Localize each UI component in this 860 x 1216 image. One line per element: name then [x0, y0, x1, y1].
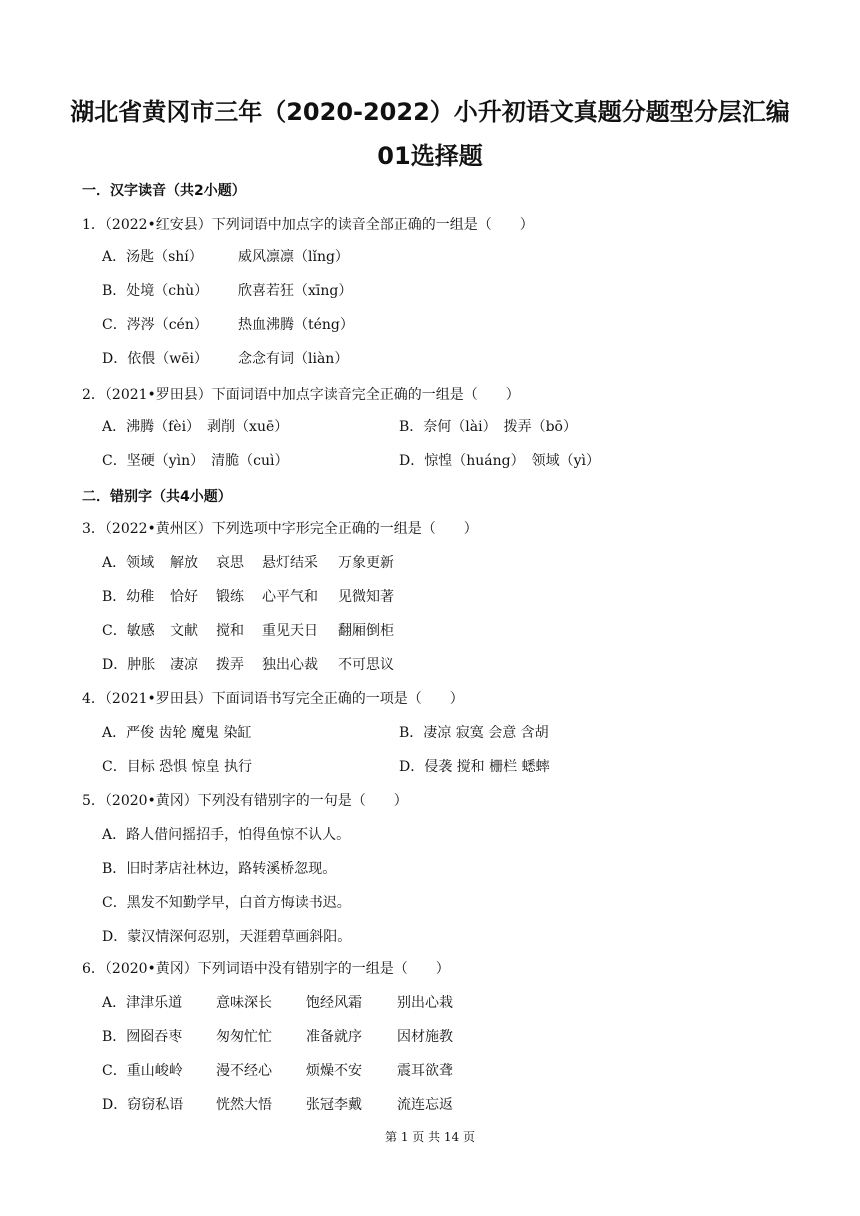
question-3-stem: 3．（2022•黄州区）下列选项中字形完全正确的一组是（ ）	[82, 521, 478, 537]
question-5-option-b: B．旧时茅店社林边，路转溪桥忽现。	[102, 861, 337, 877]
question-3-option-c-word: 重见天日	[262, 623, 318, 639]
question-6-option-b: B．囫囵吞枣	[102, 1029, 183, 1045]
question-1-option-a: A．汤匙（shí）	[102, 249, 203, 265]
question-2-option-c: C．坚硬（yìn） 清脆（cuì）	[102, 453, 289, 469]
question-3-option-c: C．敏感	[102, 623, 155, 639]
question-3-option-a-word: 哀思	[216, 555, 244, 571]
question-3-option-c-word: 翻厢倒柜	[338, 623, 394, 639]
question-3-option-d-word: 凄凉	[170, 657, 198, 673]
question-6-option-a-word: 意味深长	[216, 995, 272, 1011]
question-6-option-c: C．重山峻岭	[102, 1063, 183, 1079]
question-3-option-a-word: 万象更新	[338, 555, 394, 571]
question-1-option-d-word2: 念念有词（liàn）	[238, 351, 349, 367]
question-4-option-a: A．严俊 齿轮 魔鬼 染缸	[102, 725, 252, 741]
question-2-option-a: A．沸腾（fèi） 剥削（xuē）	[102, 419, 289, 435]
question-3-option-d-word: 拨弄	[216, 657, 244, 673]
question-3-option-c-word: 搅和	[216, 623, 244, 639]
question-3-option-a: A．领域	[102, 555, 155, 571]
question-5-option-d: D．蒙汉情深何忍别，天涯碧草画斜阳。	[102, 929, 352, 945]
question-3-option-d-word: 独出心裁	[262, 657, 318, 673]
question-3-option-d: D．肿胀	[102, 657, 156, 673]
question-6-option-c-word: 烦燥不安	[306, 1063, 362, 1079]
question-6-option-d-word: 张冠李戴	[306, 1097, 362, 1113]
question-3-option-d-word: 不可思议	[338, 657, 394, 673]
question-2-stem: 2．（2021•罗田县）下面词语中加点字读音完全正确的一组是（ ）	[82, 387, 520, 403]
question-6-option-b-word: 因材施教	[397, 1029, 453, 1045]
page-footer: 第 1 页 共 14 页	[385, 1130, 475, 1144]
question-3-option-c-word: 文献	[170, 623, 198, 639]
question-3-option-b: B．幼稚	[102, 589, 155, 605]
question-1-option-c: C．涔涔（cén）	[102, 317, 208, 333]
question-3-option-a-word: 解放	[170, 555, 198, 571]
question-2-option-d: D．惊惶（huáng） 领域（yì）	[399, 453, 600, 469]
document-subtitle: 01选择题	[377, 142, 483, 170]
question-6-option-b-word: 准备就序	[306, 1029, 362, 1045]
question-6-option-b-word: 匆匆忙忙	[216, 1029, 272, 1045]
question-4-option-b: B．凄凉 寂寞 会意 含胡	[399, 725, 549, 741]
question-3-option-b-word: 心平气和	[262, 589, 318, 605]
question-5-option-a: A．路人借问摇招手，怕得鱼惊不认人。	[102, 827, 351, 843]
question-3-option-b-word: 锻练	[216, 589, 244, 605]
question-6-option-d-word: 流连忘返	[397, 1097, 453, 1113]
question-4-option-d: D．侵袭 搅和 栅栏 蟋蟀	[399, 759, 550, 775]
question-5-stem: 5．（2020•黄冈）下列没有错别字的一句是（ ）	[82, 793, 408, 809]
question-6-option-a: A．津津乐道	[102, 995, 183, 1011]
document-title: 湖北省黄冈市三年（2020-2022）小升初语文真题分题型分层汇编	[70, 98, 790, 126]
question-3-option-b-word: 恰好	[170, 589, 198, 605]
question-1-option-c-word2: 热血沸腾（téng）	[238, 317, 354, 333]
question-1-option-d: D．依偎（wēi）	[102, 351, 208, 367]
question-1-option-b: B．处境（chù）	[102, 283, 209, 299]
question-1-stem: 1．（2022•红安县）下列词语中加点字的读音全部正确的一组是（ ）	[82, 217, 534, 233]
question-3-option-b-word: 见微知著	[338, 589, 394, 605]
question-3-option-a-word: 悬灯结采	[262, 555, 318, 571]
question-6-option-d-word: 恍然大悟	[216, 1097, 272, 1113]
question-1-option-b-word2: 欣喜若狂（xīng）	[238, 283, 353, 299]
question-6-option-c-word: 震耳欲聋	[397, 1063, 453, 1079]
section-heading-pronunciation: 一．汉字读音（共2小题）	[82, 183, 246, 199]
question-6-option-c-word: 漫不经心	[216, 1063, 272, 1079]
question-1-option-a-word2: 威风凛凛（lǐng）	[238, 249, 349, 265]
question-6-option-a-word: 别出心栽	[397, 995, 453, 1011]
section-heading-typos: 二．错别字（共4小题）	[82, 489, 232, 505]
question-2-option-b: B．奈何（lài） 拨弄（bō）	[399, 419, 577, 435]
question-6-option-d: D．窃窃私语	[102, 1097, 184, 1113]
question-4-stem: 4．（2021•罗田县）下面词语书写完全正确的一项是（ ）	[82, 691, 464, 707]
question-6-stem: 6．（2020•黄冈）下列词语中没有错别字的一组是（ ）	[82, 961, 450, 977]
question-6-option-a-word: 饱经风霜	[306, 995, 362, 1011]
question-4-option-c: C．目标 恐惧 惊皇 执行	[102, 759, 253, 775]
question-5-option-c: C．黑发不知勤学早，白首方悔读书迟。	[102, 895, 351, 911]
